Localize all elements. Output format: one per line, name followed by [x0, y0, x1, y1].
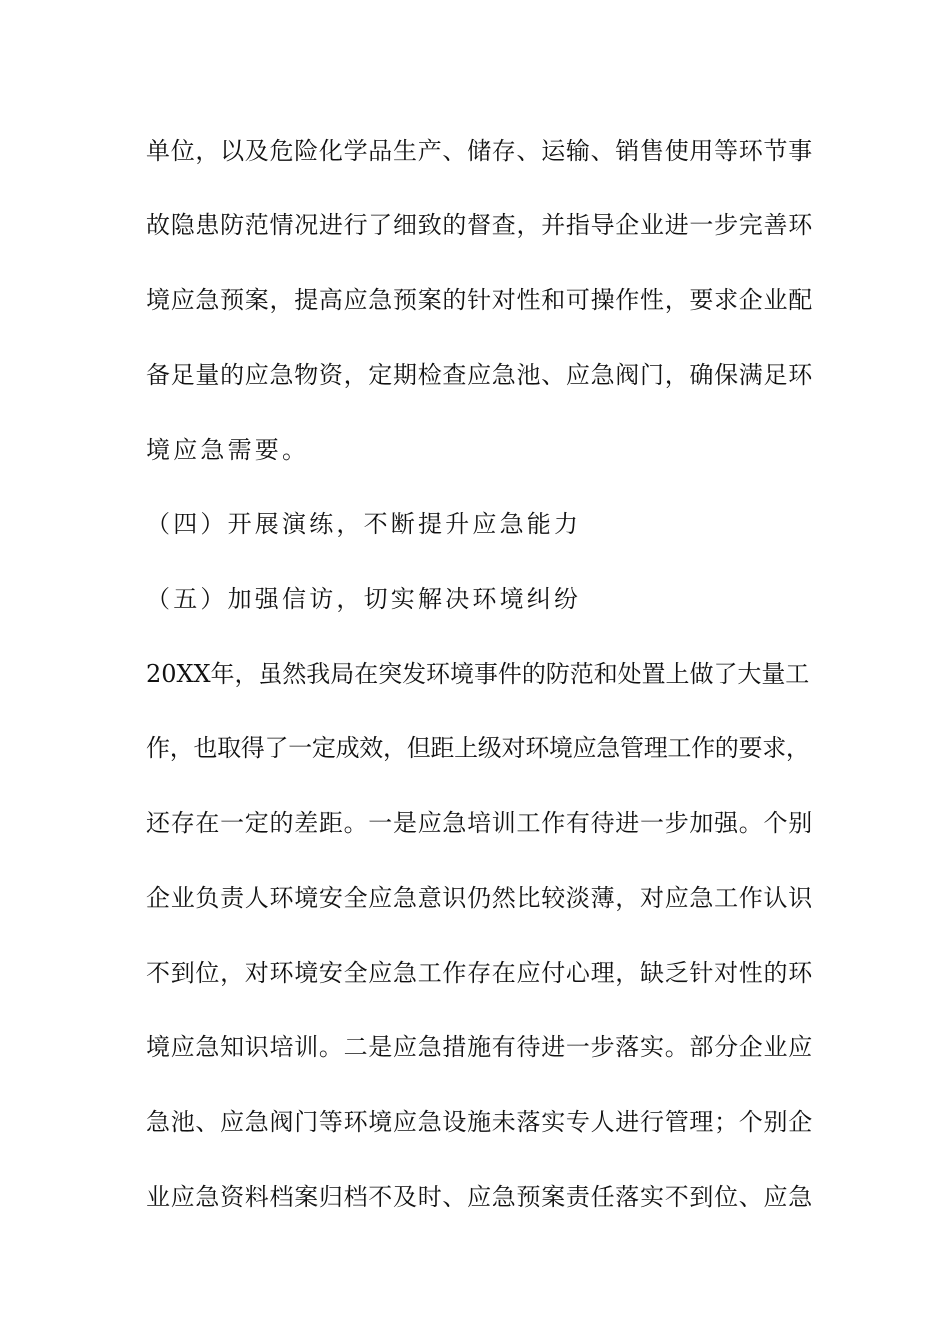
text-line: 还存在一定的差距。一是应急培训工作有待进一步加强。个别	[146, 809, 813, 837]
text-line: 急池、应急阀门等环境应急设施未落实专人进行管理；个别企	[146, 1108, 813, 1136]
text-line: 企业负责人环境安全应急意识仍然比较淡薄，对应急工作认识	[146, 884, 813, 912]
text-line: 单位，以及危险化学品生产、储存、运输、销售使用等环节事	[146, 137, 813, 165]
text-line: 境应急预案，提高应急预案的针对性和可操作性，要求企业配	[146, 286, 813, 314]
text-line: 境应急需要。	[146, 436, 310, 464]
text-line: 20XX年，虽然我局在突发环境事件的防范和处置上做了大量工	[146, 660, 810, 688]
text-line: 备足量的应急物资，定期检查应急池、应急阀门，确保满足环	[146, 361, 813, 389]
text-line: 故隐患防范情况进行了细致的督查，并指导企业进一步完善环	[146, 211, 813, 239]
section-heading: （五）加强信访，切实解决环境纠纷	[146, 585, 582, 613]
text-line: 不到位，对环境安全应急工作存在应付心理，缺乏针对性的环	[146, 959, 813, 987]
text-line: 作，也取得了一定成效，但距上级对环境应急管理工作的要求，	[146, 734, 810, 762]
text-line: 业应急资料档案归档不及时、应急预案责任落实不到位、应急	[146, 1183, 813, 1211]
section-heading: （四）开展演练，不断提升应急能力	[146, 510, 582, 538]
text-line: 境应急知识培训。二是应急措施有待进一步落实。部分企业应	[146, 1033, 813, 1061]
